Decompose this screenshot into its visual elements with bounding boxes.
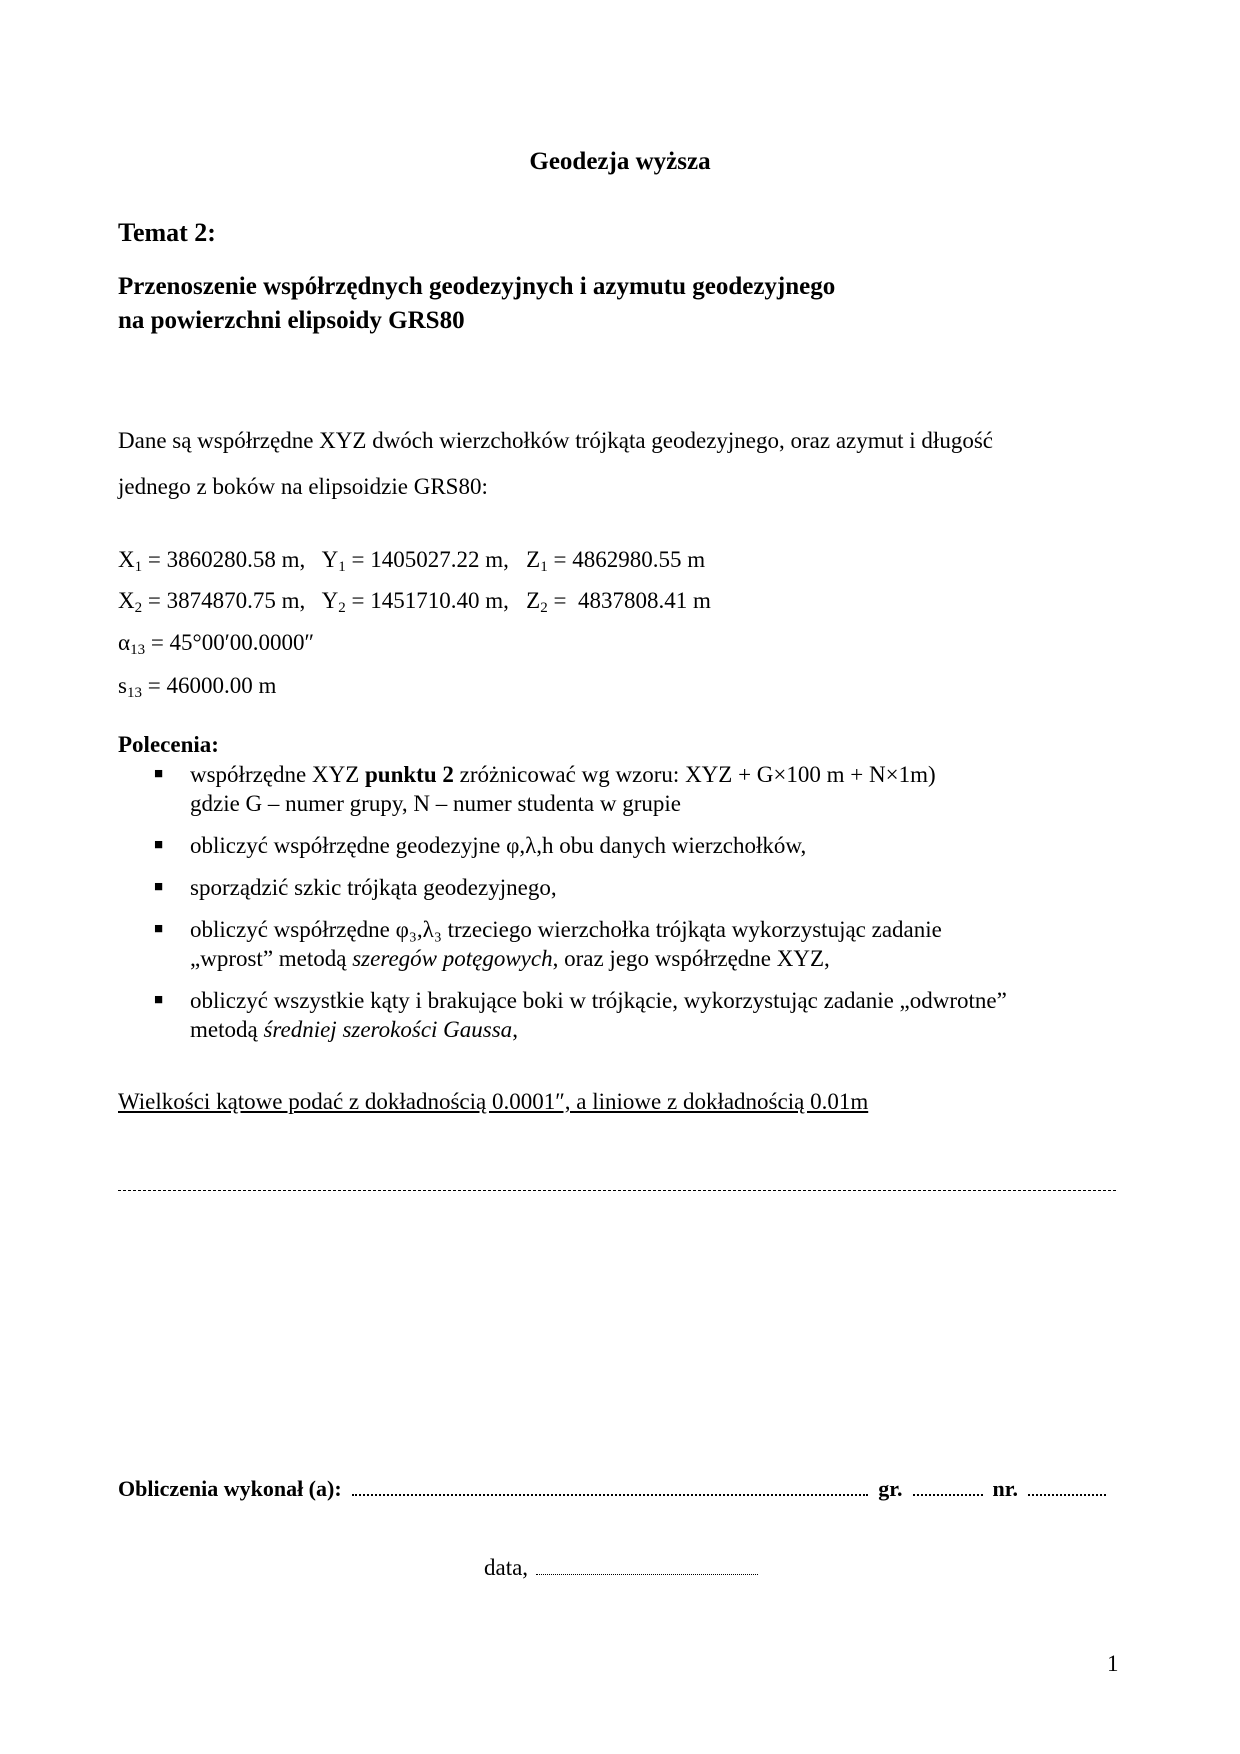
task-item-4: ■ obliczyć współrzędne φ₃,λ₃ trzeciego wierzchołka trójkąta wykorzystując zadanie „wprost” metodą szeregów potęgowych, oraz jego współrzędne XYZ, xyxy=(154,917,942,971)
task-item-1: ■ współrzędne XYZ punktu 2 zróżnicować wg wzoru: XYZ + G×100 m + N×1m) gdzie G – numer grupy, N – numer studenta w grupie xyxy=(154,762,936,816)
y1-value: 1405027.22 m, xyxy=(370,547,509,572)
tasks-heading: Polecenia: xyxy=(118,732,219,757)
task-item-3: ■ sporządzić szkic trójkąta geodezyjnego, xyxy=(154,875,557,900)
group-label: gr. xyxy=(878,1476,903,1501)
bullet-icon: ■ xyxy=(154,992,164,1008)
intro-line-1: Dane są współrzędne XYZ dwóch wierzchołków trójkąta geodezyjnego, oraz azymut i długość xyxy=(118,428,993,453)
azimuth-13: $\alpha_{13} = 45^\circ 00'00.0000''$ xyxy=(118,630,315,658)
topic-title-line-2: na powierzchni elipsoidy GRS80 xyxy=(118,307,465,334)
tasks-list xyxy=(154,760,1007,1057)
number-fill-field[interactable] xyxy=(1028,1494,1106,1496)
intro-line-2: jednego z boków na elipsoidzie GRS80: xyxy=(118,474,488,499)
bullet-icon: ■ xyxy=(154,837,164,853)
group-fill-field[interactable] xyxy=(913,1494,983,1496)
task-item-2: ■ obliczyć współrzędne geodezyjne φ,λ,h obu danych wierzchołków, xyxy=(154,833,807,858)
x2-value: 3874870.75 m, xyxy=(166,588,306,613)
z2-value: 4837808.41 m xyxy=(577,588,711,613)
dashed-separator xyxy=(118,1190,1116,1191)
topic-title xyxy=(118,270,835,338)
number-label: nr. xyxy=(992,1476,1018,1501)
distance-value: 46000.00 m xyxy=(166,673,277,698)
azimuth-value: 45°00′00.0000″ xyxy=(169,630,315,655)
topic-number: Temat 2: xyxy=(118,218,216,247)
precision-note: Wielkości kątowe podać z dokładnością 0.0001″, a liniowe z dokładnością 0.01m xyxy=(118,1089,869,1114)
bullet-icon: ■ xyxy=(154,766,164,782)
signature-line xyxy=(118,1476,1116,1502)
topic-title-line-1: Przenoszenie współrzędnych geodezyjnych i azymutu geodezyjnego xyxy=(118,273,836,300)
page-number: 1 xyxy=(1107,1651,1119,1676)
performed-by-label: Obliczenia wykonał (a): xyxy=(118,1476,342,1501)
x1-value: 3860280.58 m, xyxy=(166,547,306,572)
point-1-coordinates: $X_1 = 3860280.58$ m, $Y_1 = 1405027.22$ m, $Z_1 = 4862980.55$ m xyxy=(118,547,706,575)
date-line xyxy=(484,1555,758,1581)
point-2-emphasis: punktu 2 xyxy=(365,762,454,787)
distance-13: $s_{13} = 46000.00$ m xyxy=(118,673,277,701)
bullet-icon: ■ xyxy=(154,921,164,937)
document-title: Geodezja wyższa xyxy=(529,148,711,175)
date-label: data, xyxy=(484,1555,529,1580)
intro-paragraph xyxy=(118,418,993,510)
y2-value: 1451710.40 m, xyxy=(370,588,509,613)
bullet-icon: ■ xyxy=(154,879,164,895)
date-fill-field[interactable] xyxy=(536,1574,758,1575)
task-item-5: ■ obliczyć wszystkie kąty i brakujące boki w trójkącie, wykorzystując zadanie „odwrotne” metodą średniej szerokości Gaussa, xyxy=(154,988,1007,1042)
point-2-coordinates: $X_2 = 3874870.75$ m, $Y_2 = 1451710.40$ m, $Z_2 = 4837808.41$ m xyxy=(118,588,711,616)
z1-value: 4862980.55 m xyxy=(572,547,706,572)
name-fill-field[interactable] xyxy=(352,1494,869,1496)
